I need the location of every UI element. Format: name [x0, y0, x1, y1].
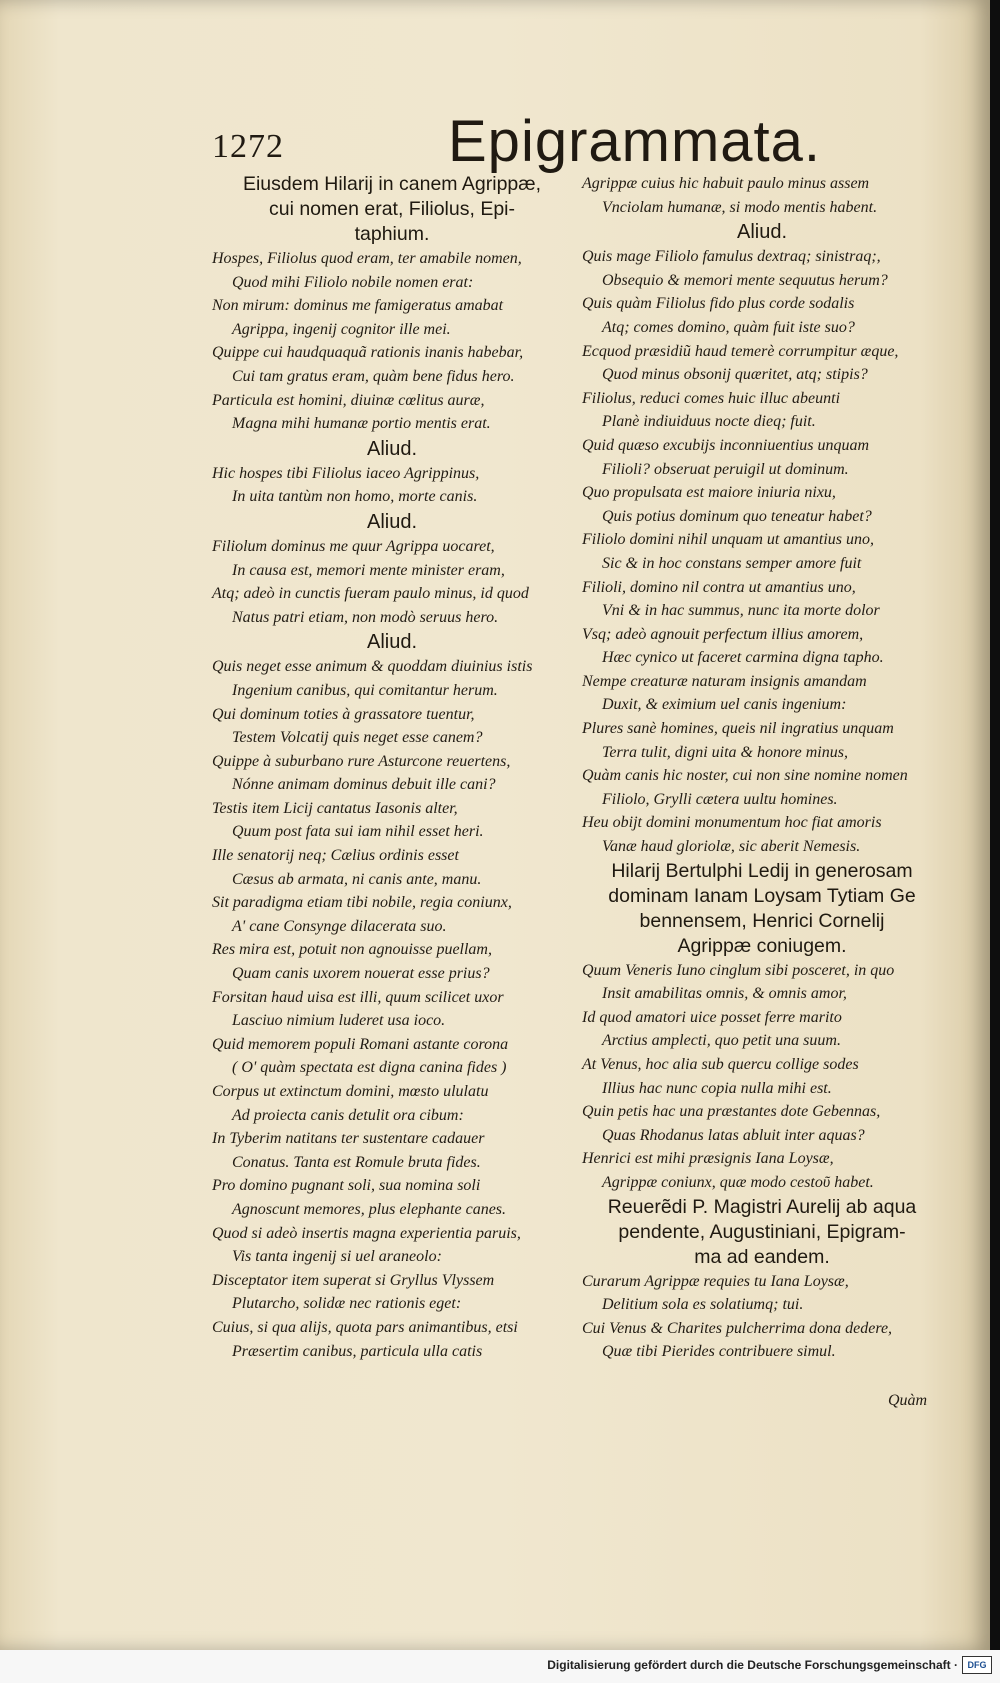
verse-line: Corpus ut extinctum domini, mœsto ululatu	[212, 1083, 489, 1100]
running-title: Epigrammata.	[448, 109, 822, 174]
verse-line-indented: Filiolo, Grylli cætera uultu homines.	[602, 790, 838, 808]
verse-line-indented: Obsequio & memori mente sequutus herum?	[602, 271, 888, 289]
footer-credit: Digitalisierung gefördert durch die Deutsche Forschungsgemeinschaft ·	[547, 1658, 958, 1672]
verse-line-indented: Insit amabilitas omnis, & omnis amor,	[602, 985, 847, 1003]
verse-line-indented: Illius hac nunc copia nulla mihi est.	[602, 1079, 832, 1097]
verse-line-indented: Duxit, & eximium uel canis ingenium:	[602, 696, 847, 714]
verse-line: Id quod amatori uice posset ferre marito	[582, 1008, 842, 1026]
verse-line: Plures sanè homines, queis nil ingratius unquam	[582, 720, 894, 738]
verse-line: Qui dominum toties à grassatore tuentur,	[212, 705, 475, 723]
verse-line: Filiolo domini nihil unquam ut amantius uno,	[582, 531, 875, 549]
verse-line-indented: Agrippa, ingenij cognitor ille mei.	[232, 320, 451, 338]
verse-line: Hospes, Filiolus quod eram, ter amabile nomen,	[212, 250, 522, 267]
verse-line-indented: Plutarcho, solidæ nec rationis eget:	[232, 1295, 462, 1313]
verse-line-indented: Sic & in hoc constans semper amore fuit	[602, 554, 862, 572]
verse-line: Curarum Agrippæ requies tu Iana Loysæ,	[582, 1272, 849, 1290]
verse-line-indented: Ingenium canibus, qui comitantur herum.	[232, 681, 498, 699]
verse-line-indented: Quam canis uxorem nouerat esse prius?	[232, 965, 490, 983]
section-heading: dominam Ianam Loysam Tytiam Ge	[608, 884, 916, 907]
verse-line-indented: In uita tantùm non homo, morte canis.	[232, 488, 478, 506]
verse-line: Quis quàm Filiolus fido plus corde sodalis	[582, 295, 855, 313]
verse-line: Cuius, si qua alijs, quota pars animantibus, etsi	[212, 1318, 518, 1336]
verse-line: Nempe creaturæ naturam insignis amandam	[582, 672, 867, 690]
left-text-column	[212, 172, 572, 1363]
verse-line-indented: Lasciuo nimium luderet usa ioco.	[232, 1012, 446, 1030]
verse-line: Agrippæ cuius hic habuit paulo minus assem	[582, 175, 870, 192]
verse-line-indented: Planè indiuiduus nocte dieq; fuit.	[602, 413, 816, 431]
verse-line-indented: Quod mihi Filiolo nobile nomen erat:	[232, 273, 474, 291]
section-heading: Agrippæ coniugem.	[677, 934, 847, 957]
verse-line: Filiolum dominus me quur Agrippa uocaret,	[212, 537, 495, 555]
verse-line: Quippe à suburbano rure Asturcone reuertens,	[212, 752, 511, 770]
verse-line: Filiolus, reduci comes huic illuc abeunti	[582, 389, 841, 407]
verse-line: Henrici est mihi præsignis Iana Loysæ,	[582, 1150, 834, 1168]
section-heading: ma ad eandem.	[694, 1245, 830, 1268]
verse-line: Quum Veneris Iuno cinglum sibi posceret, in quo	[582, 961, 895, 979]
section-subtitle: Aliud.	[366, 510, 418, 533]
verse-line-indented: Cæsus ab armata, ni canis ante, manu.	[232, 870, 482, 888]
section-heading: pendente, Augustiniani, Epigram-	[618, 1220, 906, 1243]
verse-line: Quin petis hac una præstantes dote Gebennas,	[582, 1103, 881, 1121]
verse-line: Forsitan haud uisa est illi, quum scilicet uxor	[212, 988, 504, 1006]
catchword: Quàm	[888, 1392, 928, 1409]
verse-line-indented: Testem Volcatij quis neget esse canem?	[232, 729, 483, 747]
verse-line: Quippe cui haudquaquã rationis inanis habebar,	[212, 344, 524, 362]
verse-line-indented: Vnciolam humanæ, si modo mentis habent.	[602, 198, 878, 216]
verse-line-indented: Nónne animam dominus debuit ille cani?	[232, 776, 496, 794]
section-subtitle: Aliud.	[366, 437, 418, 460]
verse-line-indented: In causa est, memori mente minister eram,	[232, 561, 505, 579]
section-heading: Hilarij Bertulphi Ledij in generosam	[611, 859, 913, 882]
verse-line-indented: Vni & in hac summus, nunc ita morte dolor	[602, 602, 880, 620]
verse-line: Disceptator item superat si Gryllus Vlyssem	[212, 1271, 495, 1289]
verse-line: Quis neget esse animum & quoddam diuinius istis	[212, 658, 533, 676]
page-edge	[990, 0, 1000, 1650]
verse-line: Quis mage Filiolo famulus dextraq; sinistraq;,	[582, 248, 881, 266]
verse-line-indented: Terra tulit, digni uita & honore minus,	[602, 743, 848, 761]
verse-line-indented: Quum post fata sui iam nihil esset heri.	[232, 823, 484, 841]
verse-line-indented: Magna mihi humanæ portio mentis erat.	[232, 415, 491, 433]
verse-line: Quo propulsata est maiore iniuria nixu,	[582, 484, 836, 502]
verse-line: Heu obijt domini monumentum hoc fiat amoris	[582, 814, 882, 832]
verse-line-indented: Vanæ haud gloriolæ, sic aberit Nemesis.	[602, 838, 861, 856]
verse-line: Sit paradigma etiam tibi nobile, regia coniunx,	[212, 894, 512, 912]
section-subtitle: Aliud.	[366, 631, 418, 654]
verse-line: Res mira est, potuit non agnouisse puellam,	[212, 941, 492, 959]
verse-line: Ille senatorij neq; Cælius ordinis esset	[212, 847, 459, 865]
section-heading: taphium.	[354, 223, 430, 245]
verse-line: Quàm canis hic noster, cui non sine nomine nomen	[582, 767, 908, 785]
verse-line: Quid quæso excubijs inconniuentius unquam	[582, 436, 870, 454]
verse-line: Vsq; adeò agnouit perfectum illius amorem,	[582, 625, 864, 643]
verse-line: Quid memorem populi Romani astante corona	[212, 1035, 509, 1053]
section-heading: Eiusdem Hilarij in canem Agrippæ,	[242, 173, 542, 195]
verse-line-indented: Quis potius dominum quo teneatur habet?	[602, 507, 872, 525]
verse-line: At Venus, hoc alia sub quercu collige sodes	[582, 1056, 859, 1073]
verse-line-indented: Cui tam gratus eram, quàm bene fidus hero.	[232, 367, 515, 385]
verse-line-indented: A' cane Consynge dilacerata suo.	[232, 917, 447, 935]
verse-line-indented: Delitium sola es solatiumq; tui.	[602, 1296, 804, 1314]
verse-line: Testis item Licij cantatus Iasonis alter,	[212, 799, 458, 817]
verse-line: Particula est homini, diuinæ cœlitus auræ,	[212, 391, 485, 409]
verse-line-indented: Atq; comes domino, quàm fuit iste suo?	[602, 318, 855, 336]
verse-line: Pro domino pugnant soli, sua nomina soli	[212, 1177, 481, 1195]
right-text-column	[582, 172, 942, 1364]
verse-line: Cui Venus & Charites pulcherrima dona dedere,	[582, 1319, 893, 1337]
verse-line-indented: Quæ tibi Pierides contribuere simul.	[602, 1343, 836, 1361]
verse-line: In Tyberim natitans ter sustentare cadauer	[212, 1130, 485, 1148]
verse-line: Filioli, domino nil contra ut amantius uno,	[582, 578, 856, 596]
verse-line-indented: Filioli? obseruat peruigil ut dominum.	[602, 460, 849, 478]
verse-line: Non mirum: dominus me famigeratus amabat	[212, 297, 504, 315]
dfg-logo-icon: DFG	[962, 1656, 992, 1674]
verse-line-indented: Arctius amplecti, quo petit una suum.	[602, 1032, 841, 1050]
verse-line-indented: Præsertim canibus, particula ulla catis	[232, 1342, 483, 1360]
verse-line-indented: Ad proiecta canis detulit ora cibum:	[232, 1106, 464, 1124]
verse-line-indented: Hæc cynico ut faceret carmina digna tapho.	[602, 649, 884, 667]
section-heading: Reuerẽdi P. Magistri Aurelij ab aqua	[607, 1195, 917, 1218]
footer-bar	[0, 1650, 1000, 1683]
verse-line-indented: ( O' quàm spectata est digna canina fides )	[232, 1059, 507, 1077]
verse-line-indented: Agrippæ coniunx, quæ modo cestoῦ habet.	[602, 1173, 874, 1191]
section-heading: bennensem, Henrici Cornelij	[639, 909, 885, 932]
section-subtitle: Aliud.	[736, 221, 788, 244]
verse-line: Quod si adeò insertis magna experientia paruis,	[212, 1224, 521, 1242]
verse-line-indented: Quod minus obsonij quæritet, atq; stipis?	[602, 366, 868, 384]
verse-line: Ecquod præsidiũ haud temerè corrumpitur æque,	[582, 342, 899, 360]
page-number: 1272	[212, 128, 284, 165]
verse-line: Hic hospes tibi Filiolus iaceo Agrippinus,	[212, 464, 480, 482]
section-heading: cui nomen erat, Filiolus, Epi-	[268, 198, 516, 220]
verse-line: Atq; adeò in cunctis fueram paulo minus, id quod	[212, 585, 529, 603]
verse-line-indented: Agnoscunt memores, plus elephante canes.	[232, 1200, 507, 1218]
verse-line-indented: Natus patri etiam, non modò seruus hero.	[232, 608, 499, 626]
verse-line-indented: Conatus. Tanta est Romule bruta fides.	[232, 1153, 481, 1171]
verse-line-indented: Quas Rhodanus latas abluit inter aquas?	[602, 1126, 865, 1144]
verse-line-indented: Vis tanta ingenij si uel araneolo:	[232, 1248, 442, 1266]
